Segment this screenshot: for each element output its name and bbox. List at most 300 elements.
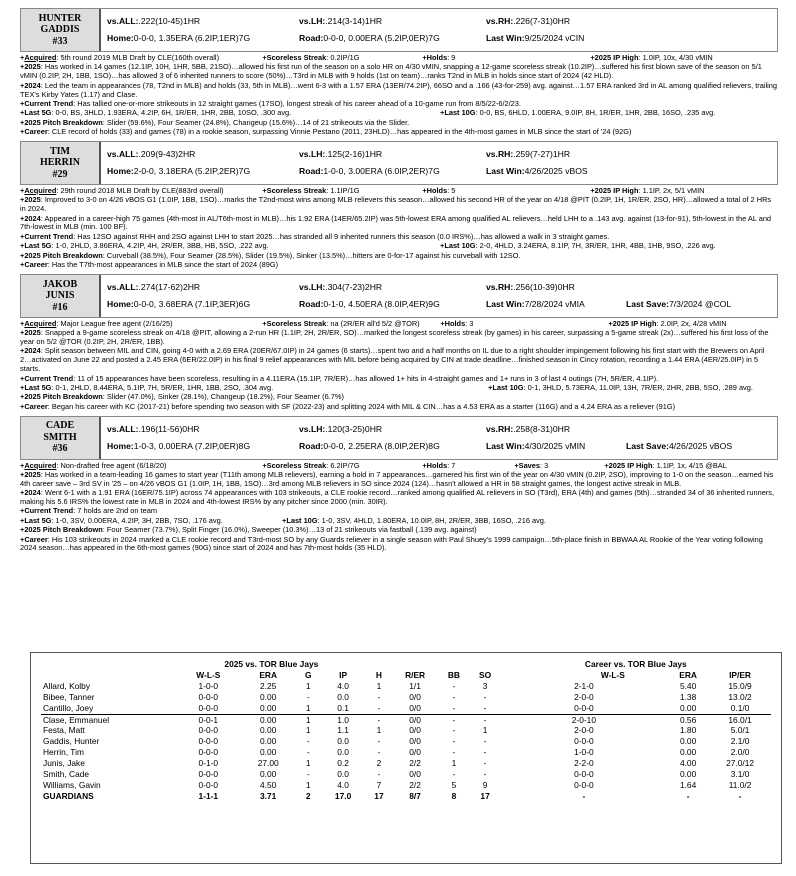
stat-cell: 0-0-0	[198, 725, 219, 736]
stat-cell: -	[377, 769, 381, 780]
last-10-games-value: : 0-1, 3HLD, 5.73ERA, 11.0IP, 13H, 7R/ER, 2HR, 2BB, 5SO, .289 avg.	[523, 382, 753, 392]
holds-label: +Holds	[422, 460, 448, 470]
current-trend-label: +Current Trend	[20, 506, 74, 516]
current-trend-label: +Current Trend	[20, 98, 74, 108]
last-win-value: 4/30/2025 vMIN	[524, 440, 586, 451]
stat-cell: 0/0	[409, 747, 421, 758]
current-trend-value: : 11 of 15 appearances have been scoreless, resulting in a 4.11ERA (15.1IP, 7R/ER)…has allowed 1+ hits in 4-straight games and 1+ runs in 3 of last 4 outings (7H, 5R/ER, 4.1IP).	[73, 373, 659, 383]
table-row	[41, 747, 771, 758]
holds-value: : 7	[447, 460, 456, 470]
stat-cell: 0-0-0	[574, 736, 594, 747]
last-5-games-value: : 1-0, 2HLD, 3.86ERA, 4.2IP, 4H, 2R/ER, 3BB, HB, 5SO, .222 avg.	[51, 241, 269, 251]
stat-cell: 0.2	[337, 758, 349, 769]
last-win-value: 4/26/2025 vBOS	[524, 166, 588, 177]
stat-cell: -	[452, 681, 456, 692]
last-win	[486, 166, 771, 176]
holds-label: +Holds	[422, 53, 448, 62]
stat-cell: 0/0	[409, 736, 421, 747]
road-split-value: 1-0-0, 3.00ERA (6.0IP,2ER)7G	[323, 166, 440, 177]
holds-value: : 5	[447, 185, 456, 195]
last-10-games-value: : 2-0, 4HLD, 3.24ERA, 8.1IP, 7H, 3R/ER, 1HR, 4BB, 1HB, 9SO, .226 avg.	[475, 241, 716, 251]
last-save-label: Last Save:	[626, 299, 669, 310]
career-label: +Career	[20, 534, 48, 544]
road-split-label: Road:	[299, 33, 324, 44]
season-2024-value: : Split season between MIL and CIN, going 4-0 with a 2.69 ERA (20ER/67.0IP) in 24 games (6 starts)…spent two and a half months on IL due to a right shoulder impingement following his first start with the Brewers on April 2…activated on June 22 and posted a 2.45 ERA (6ER/22.0IP) in his final 9 relief appearances with MIL before being acquired by CIN at trade deadline…finished season in Cincy rotation, recording a 1.44 ERA (4ER/25.0IP) in 5 starts.	[20, 346, 765, 374]
scoreless-streak-label: +Scoreless Streak	[262, 53, 327, 62]
last-win-value: 9/25/2024 vCIN	[524, 33, 585, 44]
current-trend-value: : Has 12SO against RHH and 2SO against LHH to start 2025…has stranded all 9 inherited runners this season (0.0 IRS%)…has allowed a walk in 3 straight games.	[73, 231, 610, 241]
stat-cell: 0-0-0	[198, 692, 219, 703]
stat-cell: 0.00	[679, 769, 697, 780]
current-trend-label: +Current Trend	[20, 231, 74, 241]
total-cell: -	[582, 791, 586, 802]
stat-cell: 9	[482, 780, 488, 791]
last-win-label: Last Win:	[486, 299, 525, 310]
stat-cell: 1	[451, 758, 457, 769]
last-5-games-value: : 0-1, 2HLD, 8.44ERA, 5.1IP, 7H, 5R/ER, 1HR, 1BB, 2SO, .304 avg.	[51, 382, 274, 392]
col-header: IP	[339, 670, 348, 681]
vs-lh-value: .304(7-23)2HR	[325, 282, 383, 293]
season-2024-label: +2024	[20, 80, 41, 90]
stat-cell: 1/1	[409, 681, 421, 692]
road-split-value: 0-0-0, 0.00ERA (5.2IP,0ER)7G	[323, 33, 440, 44]
road-split-value: 0-0-0, 2.25ERA (8.0IP,2ER)8G	[323, 440, 440, 451]
stat-cell: 2-2-0	[574, 758, 594, 769]
stat-cell: -	[452, 692, 456, 703]
last-win	[486, 33, 771, 43]
stats-box	[30, 652, 782, 864]
stat-cell: 0.00	[679, 747, 697, 758]
player-card	[20, 274, 778, 412]
vs-all-label: vs.ALL:	[107, 149, 139, 160]
ip-high-value: : 1.1IP, 1x, 4/15 @BAL	[652, 460, 727, 470]
home-split-label: Home:	[107, 166, 134, 177]
acquired-value: : 5th round 2019 MLB Draft by CLE(160th overall)	[56, 53, 220, 62]
career-label: +Career	[20, 401, 48, 411]
stat-cell: 0.00	[260, 769, 277, 780]
player-card	[20, 416, 778, 554]
stat-cell: 0.56	[679, 714, 697, 725]
stat-cell: 0-0-0	[198, 780, 219, 791]
vs-rh	[486, 424, 626, 434]
last-save	[626, 299, 771, 309]
home-split	[107, 166, 299, 176]
last-10-games-label: +Last 10G	[488, 382, 524, 392]
season-2025-label: +2025	[20, 469, 41, 479]
stat-cell: 0.00	[667, 703, 709, 714]
stat-cell: -	[377, 736, 381, 747]
player-namebox	[21, 417, 101, 459]
last-5-games-label: +Last 5G	[20, 241, 52, 251]
vs-lh-label: vs.LH:	[299, 282, 326, 293]
col-header: ERA	[259, 670, 278, 681]
player-number: #36	[52, 443, 68, 455]
pitcher-name: Gaddis, Hunter	[43, 736, 100, 747]
player-first-name: JAKOB	[42, 278, 78, 290]
vs-lh	[299, 424, 486, 434]
stat-cell: 1	[305, 714, 311, 725]
last-10-games-label: +Last 10G	[440, 108, 476, 118]
last-10-games-value: : 1-0, 3SV, 4HLD, 1.80ERA, 10.0IP, 8H, 2R/ER, 3BB, 16SO, .216 avg.	[317, 515, 546, 525]
stat-cell: 2-0-0	[574, 725, 594, 736]
road-split	[299, 441, 486, 451]
career-label: +Career	[20, 127, 48, 136]
player-header	[20, 416, 778, 460]
stat-cell: 4.00	[679, 758, 697, 769]
stat-cell: 5.40	[679, 681, 697, 692]
stats-body	[41, 681, 771, 802]
last-win-label: Last Win:	[486, 166, 525, 177]
stat-cell: -	[306, 736, 310, 747]
vs-lh-label: vs.LH:	[299, 149, 326, 160]
pitch-breakdown-label: +2025 Pitch Breakdown	[20, 117, 103, 127]
vs-lh	[299, 149, 486, 159]
season-2025-label: +2025	[20, 195, 41, 205]
splits-row-top	[107, 421, 771, 438]
home-split-label: Home:	[107, 33, 134, 44]
stat-cell: 0.1/0	[709, 703, 771, 714]
last-win	[486, 299, 626, 309]
season-2025-label: +2025	[20, 328, 41, 338]
stat-cell: 2-0-0	[574, 692, 594, 703]
season-2024-label: +2024	[20, 213, 41, 223]
players-section	[20, 8, 778, 553]
table-row	[41, 736, 771, 747]
col-header: W-L-S	[196, 670, 221, 681]
col-header: W-L-S	[600, 670, 625, 681]
last-win-value: 7/28/2024 vMIA	[524, 299, 585, 310]
vs-rh-label: vs.RH:	[486, 282, 514, 293]
splits-row-bottom	[107, 163, 771, 180]
scoreless-streak-label: +Scoreless Streak	[262, 460, 327, 470]
stat-cell: 1.1	[337, 725, 349, 736]
holds-value: : 3	[465, 318, 474, 328]
career	[20, 261, 778, 270]
vs-all	[107, 282, 299, 292]
holds-label: +Holds	[440, 318, 466, 328]
stat-cell: 0-0-1	[198, 714, 219, 725]
col-header: ERA	[679, 670, 697, 681]
stat-cell: 0/0	[409, 714, 421, 725]
acquired-label: Acquired	[24, 318, 57, 328]
home-split-value: 1-0-3, 0.00ERA (7.2IP,0ER)8G	[133, 440, 251, 451]
player-last-name: JUNIS	[45, 290, 75, 301]
col-header: SO	[479, 670, 492, 681]
vs-rh	[486, 282, 626, 292]
season-2024-value: : Appeared in a career-high 75 games (4th-most in AL/T6th-most in MLB)…his 1.92 ERA (14ER/65.2IP) was 5th-lowest ERA among qualified AL relievers…held LHH to a .143 avg. against (13-for-91), 5th-lowest in the AL and 7th-lowest in MLB (min. 100 BF).	[20, 213, 772, 232]
road-split-label: Road:	[299, 166, 324, 177]
stat-cell: 4.50	[260, 780, 277, 791]
career	[20, 128, 778, 137]
vs-rh-label: vs.RH:	[486, 16, 514, 27]
acquired-label: Acquired	[24, 185, 57, 195]
vs-rh	[486, 16, 626, 26]
player-card	[20, 8, 778, 137]
season-2024-label: +2024	[20, 346, 41, 356]
vs-lh-value: .125(2-16)1HR	[325, 149, 383, 160]
pitch-breakdown-label: +2025 Pitch Breakdown	[20, 525, 103, 535]
pitcher-name: Junis, Jake	[43, 758, 85, 769]
scoreless-streak-value: : 1.1IP/1G	[326, 185, 360, 195]
stat-cell: -	[452, 769, 456, 780]
vs-all-value: .196(11-56)0HR	[138, 423, 200, 434]
stat-cell: 1	[376, 725, 382, 736]
career	[20, 536, 778, 554]
current-trend-value: : Has tallied one-or-more strikeouts in 12 straight games (17SO), longest streak of his career ahead of a 10-game run from 8/5/22-6/2/23.	[73, 98, 521, 108]
ip-high-label: +2025 IP High	[590, 185, 639, 195]
pitcher-name: Clase, Emmanuel	[43, 714, 110, 725]
stat-cell: 4.0	[337, 780, 349, 791]
vs-all-value: .274(17-62)2HR	[138, 282, 201, 293]
pitcher-name: Bibee, Tanner	[43, 692, 95, 703]
season-2024	[20, 215, 778, 233]
stat-cell: 0/0	[409, 725, 421, 736]
career-label: +Career	[20, 259, 48, 269]
road-split-value: 0-1-0, 4.50ERA (8.0IP,4ER)9G	[323, 299, 440, 310]
stat-cell: 27.0/12	[726, 758, 755, 769]
career-value: : Has the T7th-most appearances in MLB since the start of 2024 (89G)	[47, 259, 279, 269]
stat-cell: 0/0	[392, 703, 438, 714]
pitch-breakdown-label: +2025 Pitch Breakdown	[20, 250, 103, 260]
player-splits	[101, 142, 777, 184]
table-row	[41, 725, 771, 736]
total-cell: 8/7	[409, 791, 421, 802]
splits-row-bottom	[107, 438, 771, 455]
vs-lh-label: vs.LH:	[299, 423, 326, 434]
last-5-games-label: +Last 5G	[20, 515, 52, 525]
home-split-label: Home:	[107, 440, 134, 451]
stat-cell: 13.0/2	[728, 692, 752, 703]
stat-cell: 0-0-0	[177, 703, 240, 714]
stat-cell: 0-0-0	[198, 747, 219, 758]
total-cell: 17	[374, 791, 384, 802]
vs-all-value: .222(10-45)1HR	[138, 16, 201, 27]
road-split-label: Road:	[299, 440, 324, 451]
total-cell: -	[686, 791, 690, 802]
last-10-games	[488, 384, 753, 393]
total-cell: 2	[305, 791, 311, 802]
total-cell: 17	[480, 791, 490, 802]
player-header	[20, 8, 778, 52]
stat-cell: -	[306, 769, 310, 780]
road-split-label: Road:	[299, 299, 324, 310]
stat-cell: 0.00	[240, 703, 296, 714]
stat-cell: -	[452, 725, 456, 736]
stat-cell: 0-0-0	[574, 769, 594, 780]
player-first-name: CADE	[45, 420, 75, 432]
season-2024	[20, 489, 778, 507]
stat-cell: -	[377, 714, 381, 725]
splits-row-bottom	[107, 296, 771, 313]
vs-lh-label: vs.LH:	[299, 16, 326, 27]
stat-cell: 0.00	[260, 714, 277, 725]
table-row	[41, 769, 771, 780]
home-split	[107, 299, 299, 309]
career-value: : Began his career with KC (2017-21) before spending two season with SF (2022-23) and splitting 2024 with MIL & CIN…has a 4.53 ERA as a starter (116G) and a 4.24 ERA as a reliever (91G)	[47, 401, 676, 411]
plus-sign: +	[20, 185, 25, 195]
last-5-games-value: : 1-0, 3SV, 0.00ERA, 4.2IP, 3H, 2BB, 7SO, .176 avg.	[51, 515, 223, 525]
vs-all-label: vs.ALL:	[107, 16, 139, 27]
acquired-value: : Non-drafted free agent (6/18/20)	[56, 460, 167, 470]
stat-cell: 0/0	[409, 692, 421, 703]
stats-table	[41, 659, 771, 802]
stat-cell: 2	[376, 758, 382, 769]
stat-cell: -	[469, 703, 500, 714]
player-number: #29	[52, 168, 68, 180]
ip-high-value: : 2.0IP, 2x, 4/28 vMIN	[656, 318, 727, 328]
plus-sign: +	[20, 460, 25, 470]
plus-sign: +	[20, 53, 25, 62]
player-last-name: SMITH	[43, 431, 77, 443]
acquired-value: : 29th round 2018 MLB Draft by CLE(883rd overall)	[56, 185, 224, 195]
table-row	[41, 681, 771, 692]
last-10-games-label: +Last 10G	[282, 515, 318, 525]
splits-row-top	[107, 279, 771, 296]
stat-cell: -	[452, 747, 456, 758]
scoreless-streak-value: : 0.2IP/1G	[326, 53, 360, 62]
stat-cell: -	[377, 692, 381, 703]
season-2025	[20, 63, 778, 81]
player-first-name: TIM	[50, 145, 70, 157]
pitcher-name: Cantillo, Joey	[41, 703, 177, 714]
scoreless-streak-label: +Scoreless Streak	[262, 318, 327, 328]
col-header: R/ER	[405, 670, 426, 681]
stat-cell: 1	[305, 681, 311, 692]
stat-cell: 0-1-0	[198, 758, 219, 769]
career-value: : CLE record of holds (33) and games (78) in a rookie season, surpassing Vinnie Pestano (2011, 23HLD)…has appeared in the 4th-most games in MLB since the start of '24 (92G)	[47, 127, 632, 136]
total-cell: 3.71	[260, 791, 277, 802]
home-split-label: Home:	[107, 299, 134, 310]
stat-cell: 1	[305, 780, 311, 791]
total-cell: -	[738, 791, 742, 802]
career-value: : His 103 strikeouts in 2024 marked a CLE rookie record and T3rd-most SO by any Guards reliever in a single season with Paul Shuey's 1999 campaign…5th-place finish in BBWAA AL Rookie of the Year voting following 2024 season…has appeared in the 6th-most games (90G) since start of 2024 and has 7th-most holds (35 HLD).	[20, 534, 763, 553]
stat-cell: 0/0	[409, 769, 421, 780]
stat-cell: 2/2	[409, 758, 421, 769]
col-header: IP/ER	[729, 670, 751, 681]
last-save-value: 4/26/2025 vBOS	[669, 440, 733, 451]
player-number: #16	[52, 301, 68, 313]
player-last-name: GADDIS	[40, 24, 80, 36]
stat-cell: 16.0/1	[728, 714, 752, 725]
stat-cell: 4.0	[337, 681, 349, 692]
stat-cell: 2-0-10	[571, 714, 596, 725]
last-10-games	[440, 109, 715, 118]
vs-lh	[299, 16, 486, 26]
current-trend-value: : 7 holds are 2nd on team	[73, 506, 158, 516]
stat-cell: 1	[376, 681, 382, 692]
player-splits	[101, 275, 777, 317]
stat-cell: -	[483, 736, 487, 747]
stat-cell: 1-0-0	[198, 681, 219, 692]
stat-cell: 0.00	[260, 692, 277, 703]
stat-cell: -	[483, 758, 487, 769]
table-row	[41, 758, 771, 769]
ip-high-value: : 1.0IP, 10x, 4/30 vMIN	[638, 53, 713, 62]
stat-cell: 5.0/1	[730, 725, 750, 736]
current-trend-label: +Current Trend	[20, 373, 74, 383]
home-split	[107, 33, 299, 43]
plus-sign: +	[20, 318, 25, 328]
vs-rh-value: .256(10-39)0HR	[513, 282, 575, 293]
stat-cell: -	[438, 703, 469, 714]
stat-cell: 2.25	[260, 681, 277, 692]
stat-cell: -	[452, 714, 456, 725]
table-row	[41, 714, 771, 725]
stat-cell: 1.0	[337, 714, 349, 725]
acquired-value: : Major League free agent (2/16/25)	[56, 318, 173, 328]
stat-cell: 3	[482, 681, 488, 692]
acquired-label: Acquired	[24, 460, 57, 470]
vs-all	[107, 149, 299, 159]
home-split-value: 0-0-0, 3.68ERA (7.1IP,3ER)6G	[133, 299, 251, 310]
pitcher-name: Festa, Matt	[43, 725, 85, 736]
vs-all-label: vs.ALL:	[107, 282, 139, 293]
stat-cell: -	[377, 747, 381, 758]
holds-label: +Holds	[422, 185, 448, 195]
pitcher-name: Allard, Kolby	[43, 681, 91, 692]
player-splits	[101, 417, 777, 459]
stat-cell: 0.0	[337, 736, 349, 747]
stat-cell: 1.80	[679, 725, 697, 736]
season-2024-value: : Led the team in appearances (78, T2nd in MLB) and holds (33, 5th in MLB)…went 6-3 with a 1.57 ERA (13ER/74.2IP), 66SO and a .166 (43-for-259) avg. against…1.57 ERA ranked 3rd in AL among qualified relievers, trailing TEX's Kirby Yates (1.17) and Clase.	[20, 80, 777, 99]
ip-high-label: +2025 IP High	[608, 318, 657, 328]
stat-cell: -	[366, 703, 392, 714]
stat-cell: 1	[305, 758, 311, 769]
season-2025-label: +2025	[20, 62, 41, 72]
player-namebox	[21, 142, 101, 184]
pitch-breakdown-value: : Four Seamer (73.7%), Split Finger (16.0%), Sweeper (10.3%)…13 of 21 strikeouts via fastball (.139 avg. against)	[102, 525, 477, 535]
stat-cell: 0.1	[320, 703, 366, 714]
home-split-value: 2-0-0, 3.18ERA (5.2IP,2ER)7G	[133, 166, 251, 177]
road-split	[299, 33, 486, 43]
stat-cell: 0.0	[337, 692, 349, 703]
stat-cell: 1.38	[679, 692, 697, 703]
stat-cell: -	[306, 747, 310, 758]
table-row	[41, 703, 771, 714]
season-2024	[20, 82, 778, 100]
home-split	[107, 441, 299, 451]
vs-all-label: vs.ALL:	[107, 423, 139, 434]
player-number: #33	[52, 35, 68, 47]
ip-high-label: +2025 IP High	[590, 53, 639, 62]
splits-row-top	[107, 13, 771, 30]
stat-cell: 0.00	[260, 725, 277, 736]
stat-cell: 7	[376, 780, 382, 791]
ip-high-value: : 1.1IP, 2x, 5/1 vMIN	[638, 185, 705, 195]
stat-cell: 0-0-0	[198, 769, 219, 780]
stat-cell: 0.00	[260, 736, 277, 747]
player-namebox	[21, 275, 101, 317]
col-name	[41, 670, 177, 681]
stat-cell: 2.0/0	[730, 747, 750, 758]
total-row	[41, 791, 771, 802]
vs-lh	[299, 282, 486, 292]
vs-all	[107, 16, 299, 26]
scoreless-streak-value: : 6.2IP/7G	[326, 460, 360, 470]
stat-cell: 5	[451, 780, 457, 791]
saves-label: +Saves	[514, 460, 541, 470]
season-2025-value: : Improved to 3-0 on 4/26 vBOS G1 (1.0IP, 1BB, 1SO)…marks the T2nd-most wins among MLB relievers this season…allowed his second HR of the year on 4/18 @PIT (0.2IP, 1H, 1R/ER, 2SO, HR)…allowed a total of 2 HRs in 2024.	[20, 195, 772, 214]
stat-cell: 11.0/2	[728, 780, 752, 791]
player-header	[20, 274, 778, 318]
group-career: Career vs. TOR Blue Jays	[584, 659, 687, 670]
stats-header-row	[41, 670, 771, 681]
road-split	[299, 166, 486, 176]
stat-cell: 0.00	[679, 736, 697, 747]
stat-cell: 0-0-0	[198, 736, 219, 747]
acquired-label: Acquired	[24, 53, 57, 62]
ip-high-label: +2025 IP High	[604, 460, 653, 470]
